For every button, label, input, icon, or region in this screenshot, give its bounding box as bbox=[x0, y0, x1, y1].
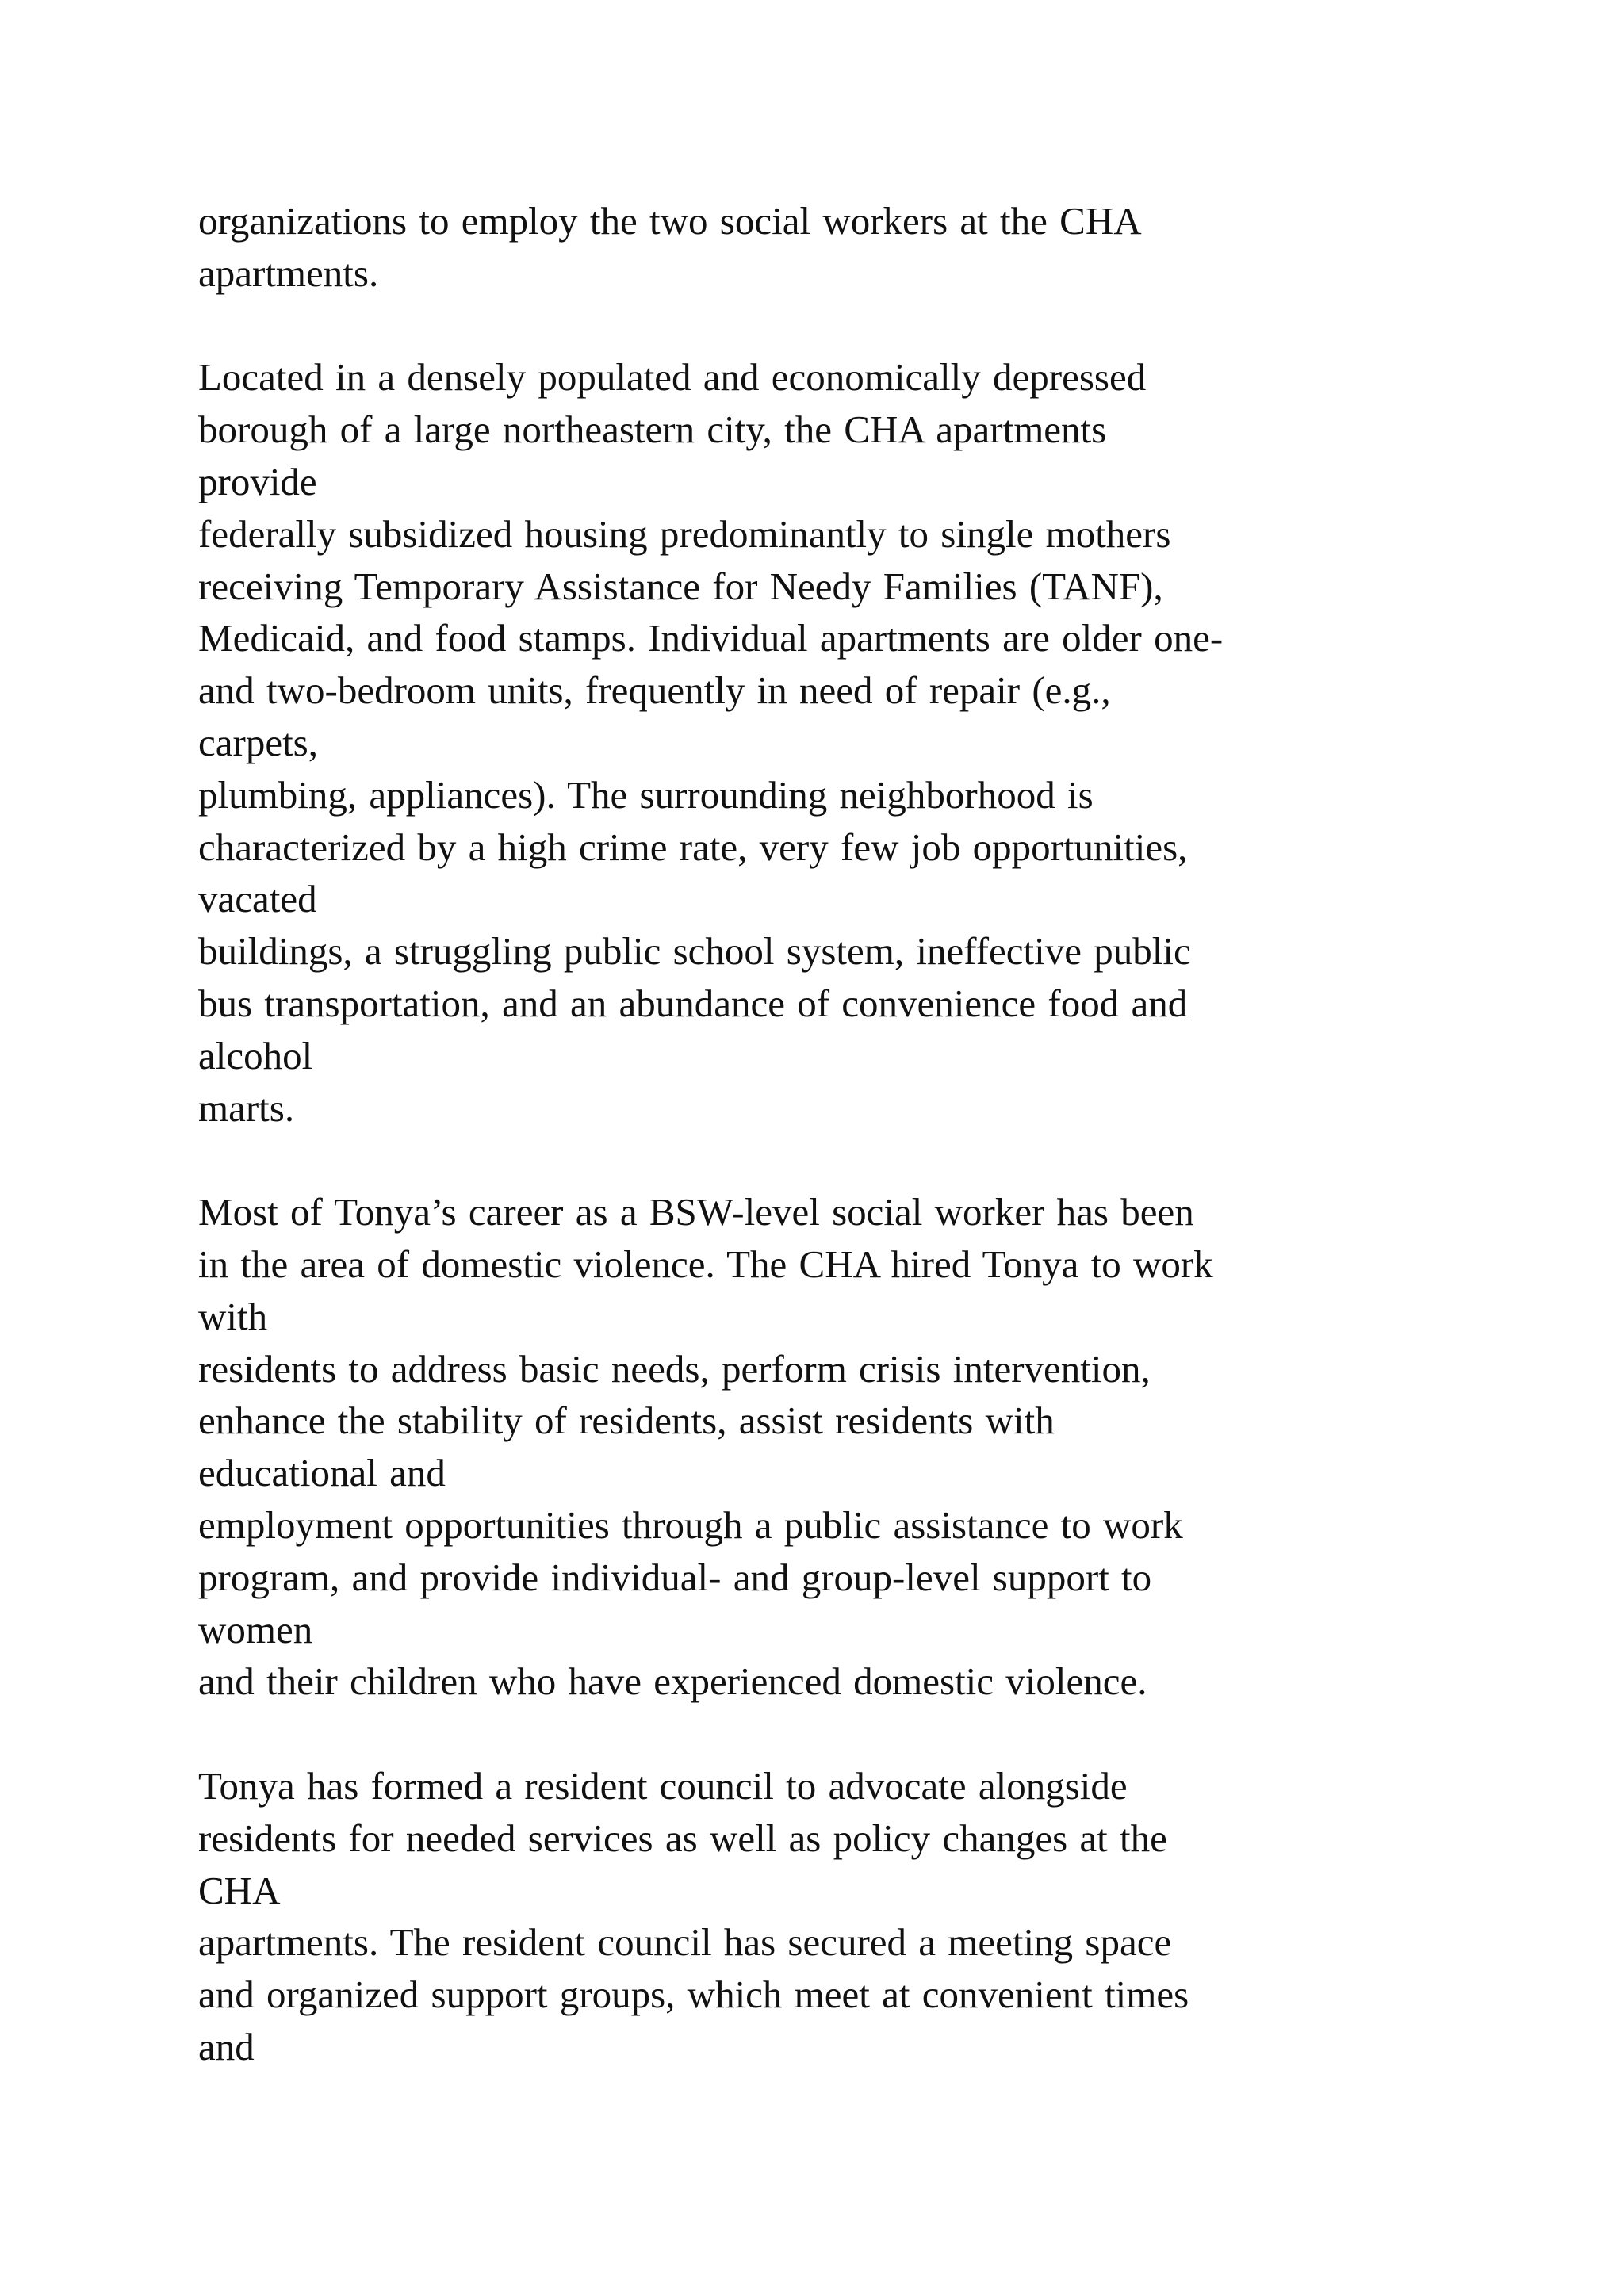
text-line: apartments. The resident council has secured a meeting space bbox=[198, 1920, 1172, 1965]
text-line: buildings, a struggling public school system, ineffective public bbox=[198, 929, 1191, 974]
text-line: federally subsidized housing predominantly to single mothers bbox=[198, 511, 1171, 556]
text-line: receiving Temporary Assistance for Needy Families (TANF), bbox=[198, 564, 1163, 608]
text-line: enhance the stability of residents, assist residents with bbox=[198, 1399, 1055, 1443]
text-line: program, and provide individual- and group-level support to bbox=[198, 1555, 1152, 1599]
text-line: Most of Tonya’s career as a BSW-level social worker has been bbox=[198, 1190, 1194, 1234]
text-line: alcohol bbox=[198, 1033, 313, 1077]
text-line: carpets, bbox=[198, 720, 318, 764]
text-line: women bbox=[198, 1607, 313, 1651]
paragraph-break bbox=[198, 300, 1546, 352]
text-line: and their children who have experienced domestic violence. bbox=[198, 1659, 1147, 1704]
text-line: Medicaid, and food stamps. Individual apartments are older one- bbox=[198, 616, 1224, 660]
text-line: marts. bbox=[198, 1085, 295, 1130]
text-line: with bbox=[198, 1294, 268, 1338]
text-line: employment opportunities through a public assistance to work bbox=[198, 1502, 1183, 1547]
text-line: residents for needed services as well as policy changes at the bbox=[198, 1816, 1167, 1860]
text-line: and bbox=[198, 2024, 255, 2068]
text-line: and organized support groups, which meet at convenient times bbox=[198, 1973, 1189, 2017]
text-line: residents to address basic needs, perform crisis intervention, bbox=[198, 1346, 1151, 1391]
text-line: Located in a densely populated and economically depressed bbox=[198, 355, 1147, 400]
text-line: CHA bbox=[198, 1868, 281, 1912]
text-line: provide bbox=[198, 459, 317, 503]
text-line: vacated bbox=[198, 877, 317, 921]
text-line: borough of a large northeastern city, the CHA apartments bbox=[198, 408, 1107, 452]
paragraph-break bbox=[198, 1134, 1546, 1186]
text-line: Tonya has formed a resident council to advocate alongside bbox=[198, 1763, 1128, 1808]
text-line: characterized by a high crime rate, very few job opportunities, bbox=[198, 825, 1188, 869]
body-text bbox=[198, 195, 1546, 2073]
text-line: bus transportation, and an abundance of convenience food and bbox=[198, 981, 1188, 1025]
text-line: educational and bbox=[198, 1451, 446, 1495]
text-line: plumbing, appliances). The surrounding neighborhood is bbox=[198, 772, 1094, 817]
text-line: organizations to employ the two social workers at the CHA bbox=[198, 199, 1142, 243]
text-line: and two-bedroom units, frequently in need of repair (e.g., bbox=[198, 668, 1111, 713]
paragraph-break bbox=[198, 1708, 1546, 1760]
text-line: in the area of domestic violence. The CHA hired Tonya to work bbox=[198, 1242, 1213, 1286]
text-line: apartments. bbox=[198, 251, 379, 295]
